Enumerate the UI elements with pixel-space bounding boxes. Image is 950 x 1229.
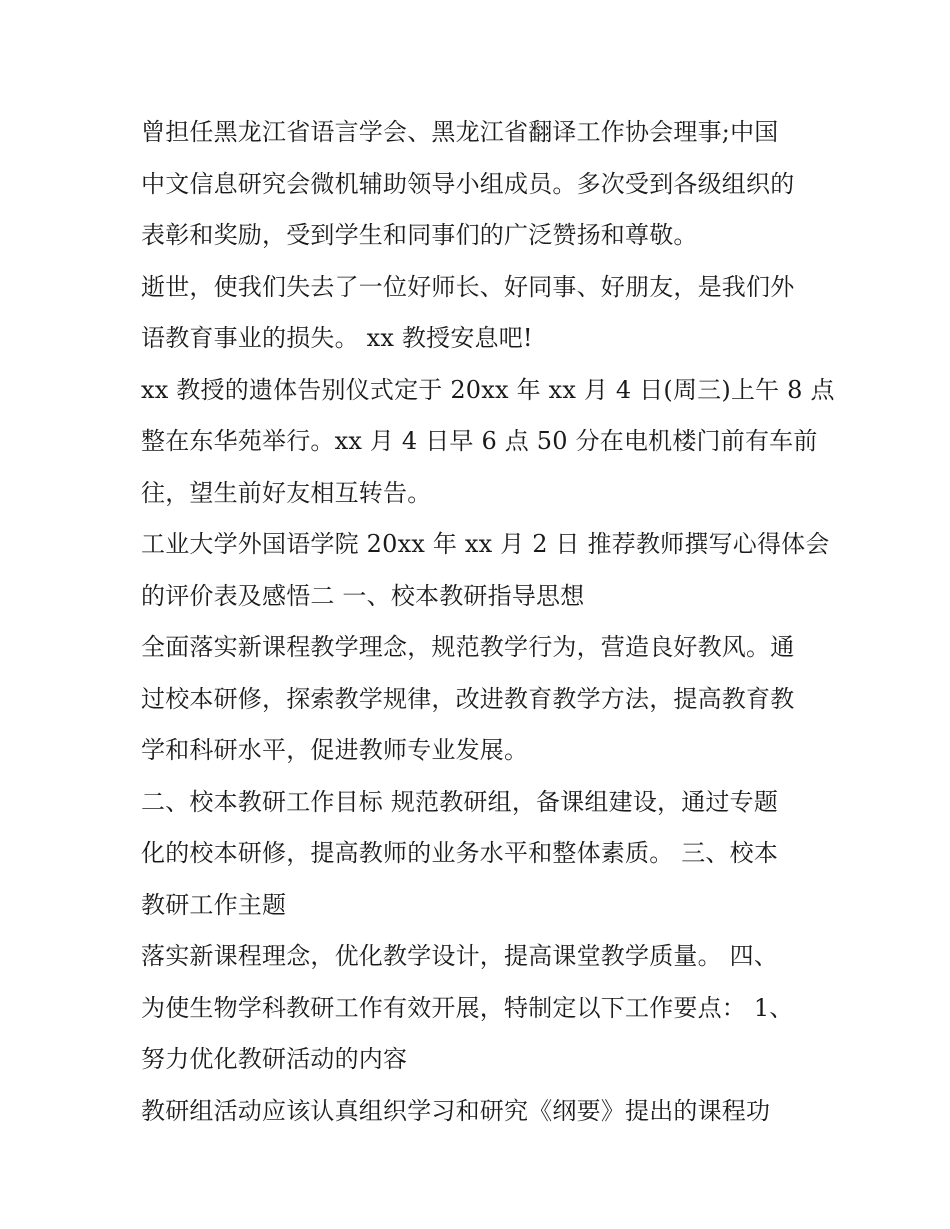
text-line: 过校本研修，探索教学规律，改进教育教学方法，提高教育教: [141, 684, 795, 713]
text-line: 往，望生前好友相互转告。: [141, 478, 432, 507]
text-line: 全面落实新课程教学理念，规范教学行为，营造良好教风。通: [141, 633, 795, 661]
text-line: 语教育事业的损失。 xx 教授安息吧!: [141, 324, 533, 352]
text-line: 为使生物学科教研工作有效开展，特制定以下工作要点： 1、: [141, 993, 794, 1022]
text-line: 学和科研水平，促进教师专业发展。: [141, 736, 529, 764]
text-line: 教研组活动应该认真组织学习和研究《纲要》提出的课程功: [141, 1096, 771, 1125]
text-line: 落实新课程理念，优化教学设计，提高课堂教学质量。 四、: [141, 942, 779, 970]
text-line: 化的校本研修，提高教师的业务水平和整体素质。 三、校本: [141, 839, 779, 867]
document-body: [141, 107, 835, 1137]
text-line: 曾担任黑龙江省语言学会、黑龙江省翻译工作协会理事;中国: [141, 118, 779, 146]
text-line: 工业大学外国语学院 20xx 年 xx 月 2 日 推荐教师撰写心得体会: [141, 530, 830, 558]
text-line: 的评价表及感悟二 一、校本教研指导思想: [141, 581, 585, 610]
text-line: 教研工作主题: [141, 890, 287, 919]
text-line: 二、校本教研工作目标 规范教研组，备课组建设，通过专题: [141, 787, 779, 816]
text-line: 整在东华苑举行。xx 月 4 日早 6 点 50 分在电机楼门前有车前: [141, 427, 818, 455]
text-line: 逝世，使我们失去了一位好师长、好同事、好朋友，是我们外: [141, 272, 795, 301]
text-line: xx 教授的遗体告别仪式定于 20xx 年 xx 月 4 日(周三)上午 8 点: [141, 375, 835, 404]
text-line: 表彰和奖励，受到学生和同事们的广泛赞扬和尊敬。: [141, 221, 698, 249]
text-line: 中文信息研究会微机辅助领导小组成员。多次受到各级组织的: [141, 169, 795, 198]
text-line: 努力优化教研活动的内容: [141, 1045, 408, 1073]
